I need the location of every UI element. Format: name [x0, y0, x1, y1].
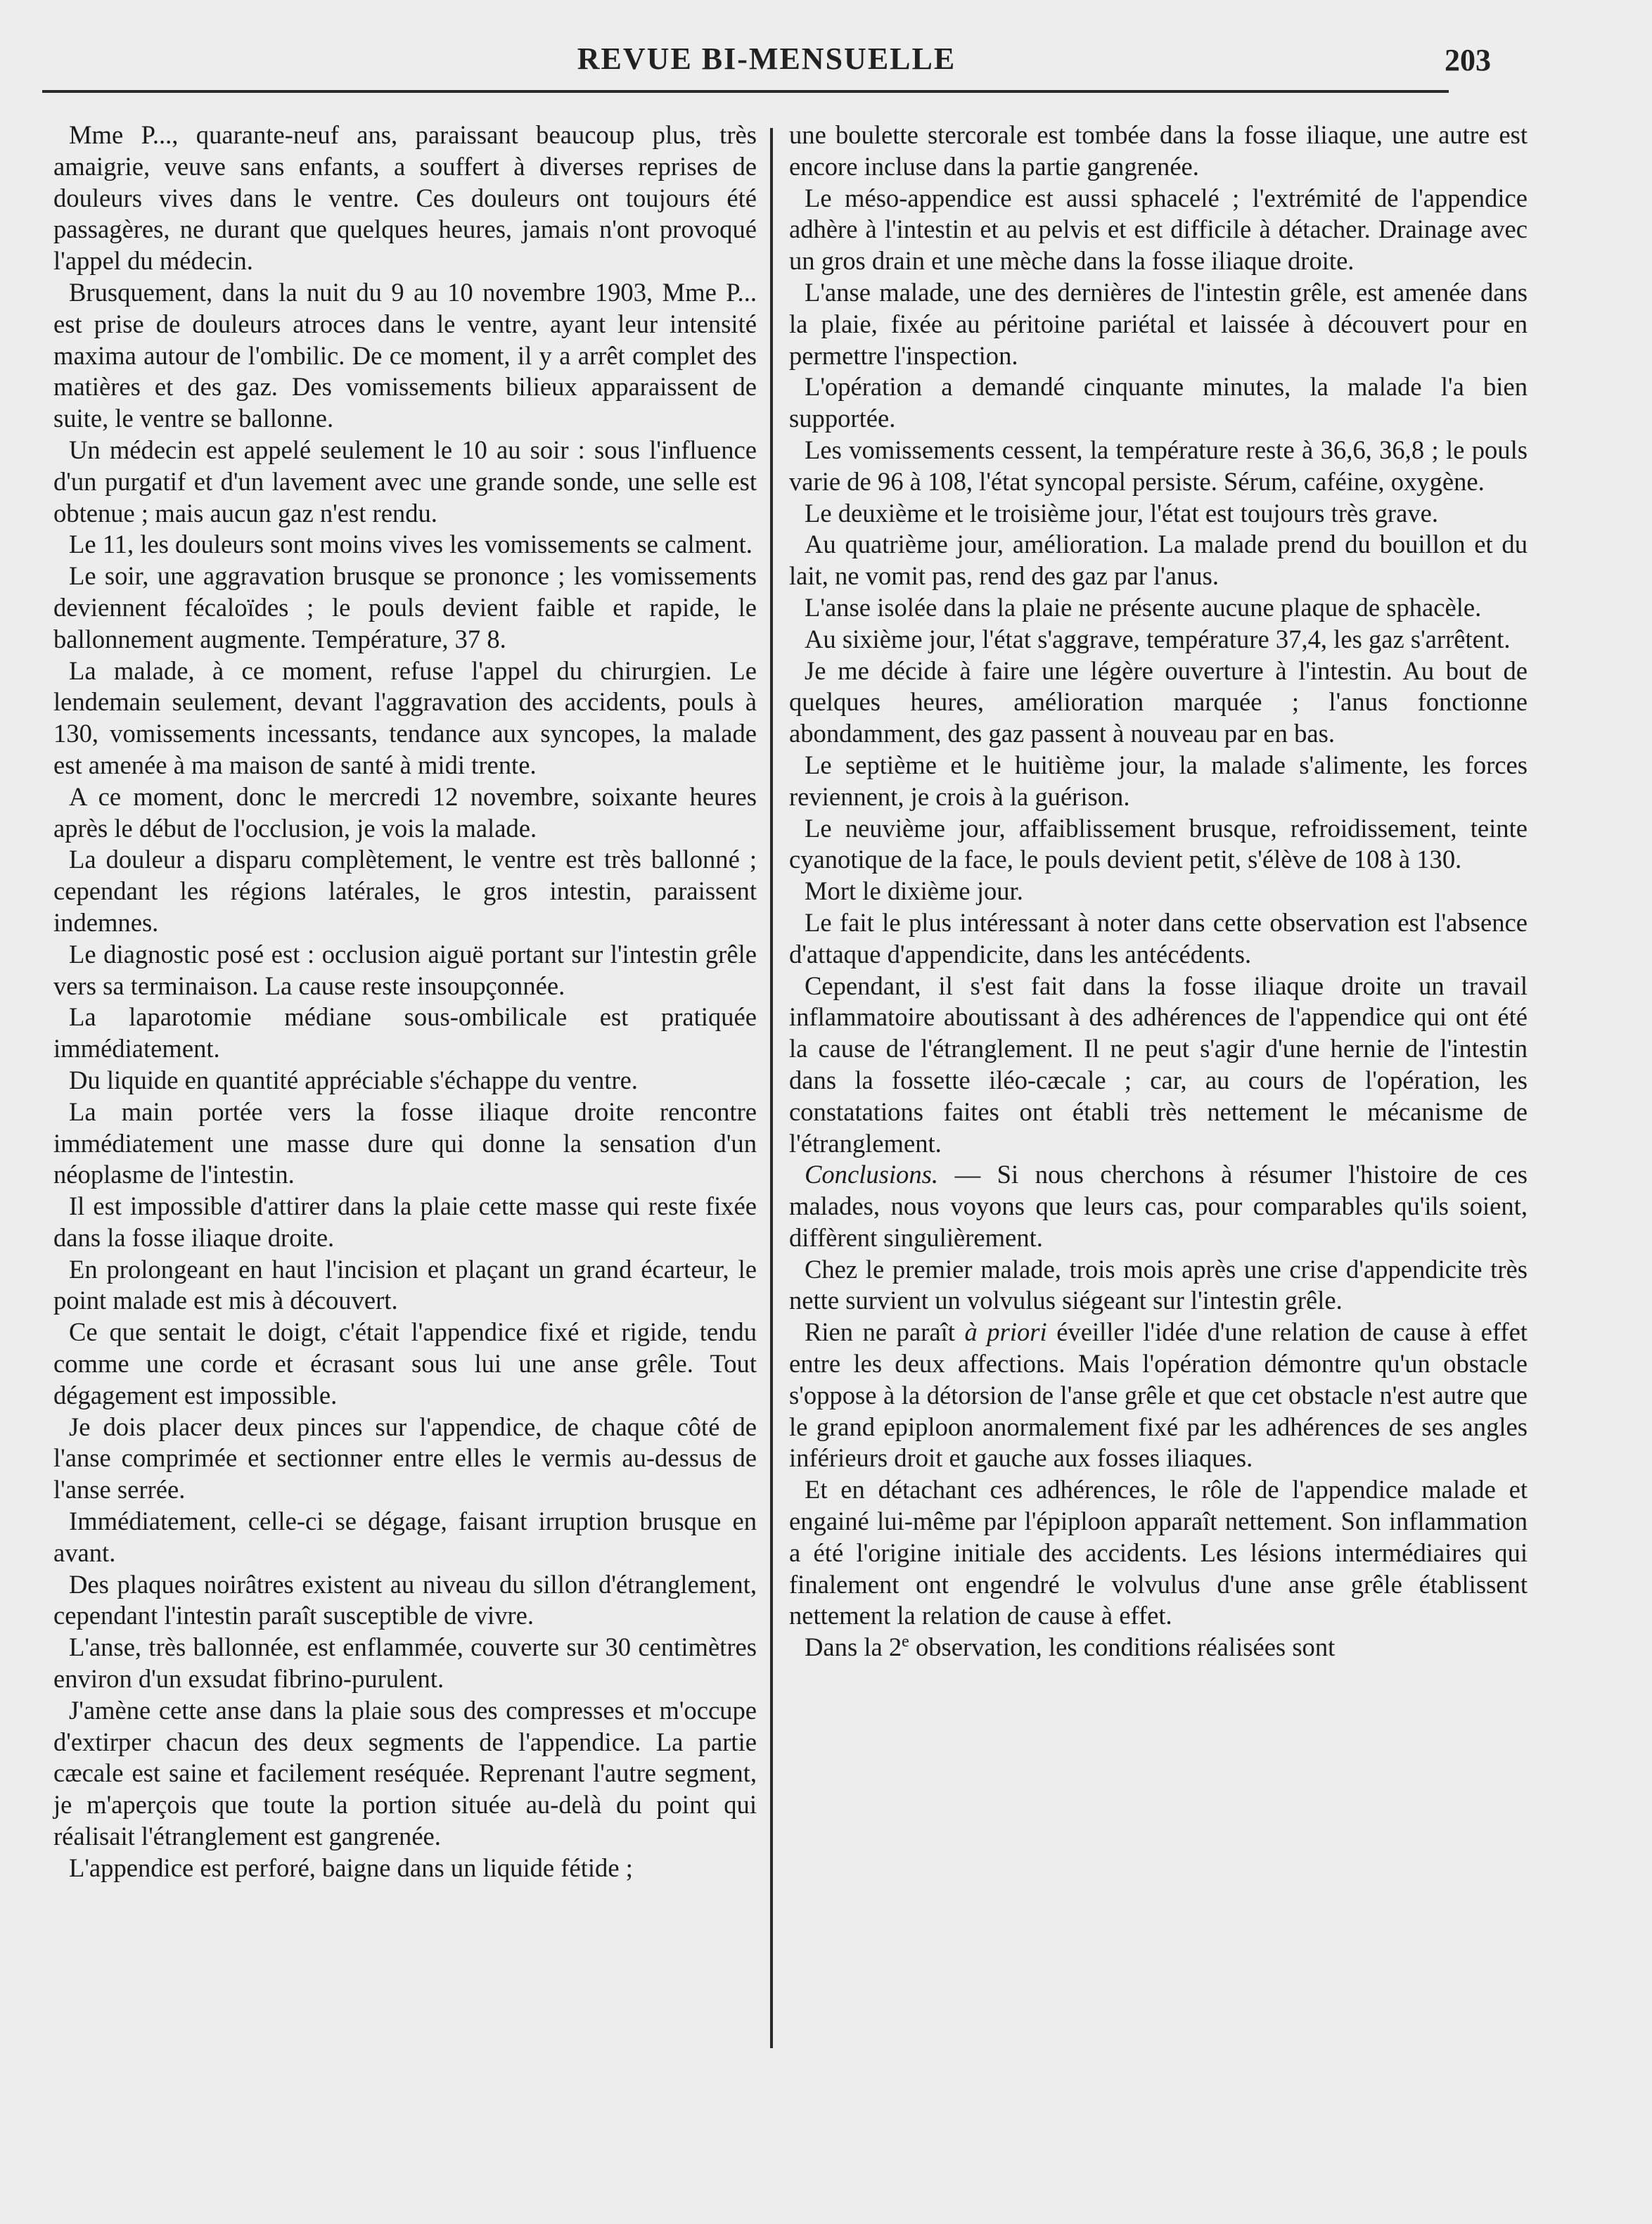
paragraph: Le septième et le huitième jour, la malade s'alimente, les forces reviennent, je crois à la guérison. — [789, 750, 1528, 811]
paragraph: Au sixième jour, l'état s'aggrave, température 37,4, les gaz s'arrêtent. — [805, 624, 1511, 653]
paragraph: une boulette stercorale est tombée dans la fosse iliaque, une autre est encore incluse dans la partie gangrenée. — [789, 120, 1528, 181]
paragraph: Les vomissements cessent, la température reste à 36,6, 36,8 ; le pouls varie de 96 à 108, l'état syncopal persiste. Sérum, caféine, oxygène. — [789, 435, 1528, 496]
paragraph: Je dois placer deux pinces sur l'appendice, de chaque côté de l'anse comprimée et sectionner entre elles le vermis au-dessus de l'anse serrée. — [53, 1412, 757, 1504]
paragraph: Le deuxième et le troisième jour, l'état est toujours très grave. — [805, 498, 1438, 528]
conclusions-heading: Conclusions. — [805, 1160, 939, 1189]
ordinal-number — [889, 1632, 909, 1661]
paragraph: Je me décide à faire une légère ouverture à l'intestin. Au bout de quelques heures, amélioration marquée ; l'anus fonctionne abondamment, des gaz passent à nouveau par en bas. — [789, 656, 1528, 748]
italic-phrase: à priori — [964, 1317, 1047, 1347]
paragraph: Le 11, les douleurs sont moins vives les vomissements se calment. — [69, 530, 753, 559]
paragraph: J'amène cette anse dans la plaie sous des compresses et m'occupe d'extirper chacun des deux segments de l'appendice. La partie cæcale est saine et facilement reséquée. Reprenant l'autre segment, je m'aperçois que toute la portion située au-delà du point qui réalisait l'étranglement est gangrenée. — [53, 1695, 757, 1851]
paragraph-text: éveiller l'idée d'une relation de cause à effet entre les deux affections. Mais l'opération démontre qu'un obstacle s'oppose à la détorsion de l'anse grêle et que cet obstacle n'est autre que le grand epiploon anormalement fixé par les adhérences de ses angles inférieurs droit et gauche aux fosses iliaques. — [789, 1317, 1528, 1473]
paragraph: Mort le dixième jour. — [805, 876, 1023, 906]
paragraph-text: Dans la — [805, 1632, 883, 1662]
paragraph — [789, 1317, 1528, 1474]
paragraph: Le méso-appendice est aussi sphacelé ; l'extrémité de l'appendice adhère à l'intestin et au pelvis et est difficile à détacher. Drainage avec un gros drain et une mèche dans la fosse iliaque droite. — [789, 183, 1528, 276]
paragraph: Le diagnostic posé est : occlusion aiguë portant sur l'intestin grêle vers sa terminaison. La cause reste insoupçonnée. — [53, 939, 757, 1000]
paragraph: Le fait le plus intéressant à noter dans cette observation est l'absence d'attaque d'appendicite, dans les antécédents. — [789, 907, 1528, 969]
paragraph: La main portée vers la fosse iliaque droite rencontre immédiatement une masse dure qui donne la sensation d'un néoplasme de l'intestin. — [53, 1097, 757, 1189]
paragraph: Le neuvième jour, affaiblissement brusque, refroidissement, teinte cyanotique de la face, le pouls devient petit, s'élève de 108 à 130. — [789, 813, 1528, 874]
paragraph: La douleur a disparu complètement, le ventre est très ballonné ; cependant les régions latérales, le gros intestin, paraissent indemnes. — [53, 845, 757, 937]
paragraph: Et en détachant ces adhérences, le rôle de l'appendice malade et engainé lui-même par l'épiploon apparaît nettement. Son inflammation a été l'origine initiale des accidents. Les lésions intermédiaires qui finalement ont engendré le volvulus d'une anse grêle établissent nettement la relation de cause à effet. — [789, 1475, 1528, 1630]
header-rule — [42, 90, 1449, 93]
paragraph: La laparotomie médiane sous-ombilicale est pratiquée immédiatement. — [53, 1002, 757, 1063]
paragraph: Du liquide en quantité appréciable s'échappe du ventre. — [69, 1065, 638, 1094]
paragraph: L'anse malade, une des dernières de l'intestin grêle, est amenée dans la plaie, fixée au péritoine pariétal et laissée à découvert pour en permettre l'inspection. — [789, 277, 1528, 370]
conclusions-paragraph — [789, 1159, 1528, 1253]
column-divider — [770, 128, 773, 2048]
paragraph: Brusquement, dans la nuit du 9 au 10 novembre 1903, Mme P... est prise de douleurs atroces dans le ventre, ayant leur intensité maxima autour de l'ombilic. De ce moment, il y a arrêt complet des matières et des gaz. Des vomissements bilieux apparaissent de suite, le ventre se ballonne. — [53, 277, 757, 433]
paragraph-text: Rien ne paraît — [805, 1317, 955, 1347]
paragraph: La malade, à ce moment, refuse l'appel du chirurgien. Le lendemain seulement, devant l'aggravation des accidents, pouls à 130, vomissements incessants, tendance aux syncopes, la malade est amenée à ma maison de santé à midi trente. — [53, 656, 757, 779]
paragraph: Un médecin est appelé seulement le 10 au soir : sous l'influence d'un purgatif et d'un lavement avec une grande sonde, une selle est obtenue ; mais aucun gaz n'est rendu. — [53, 435, 757, 528]
ordinal-digit: 2 — [888, 1632, 902, 1662]
paragraph: Chez le premier malade, trois mois après une crise d'appendicite très nette survient un volvulus siégeant sur l'intestin grêle. — [789, 1254, 1528, 1315]
paragraph: Il est impossible d'attirer dans la plaie cette masse qui reste fixée dans la fosse iliaque droite. — [53, 1191, 757, 1252]
paragraph: Au quatrième jour, amélioration. La malade prend du bouillon et du lait, ne vomit pas, rend des gaz par l'anus. — [789, 530, 1528, 591]
paragraph: Immédiatement, celle-ci se dégage, faisant irruption brusque en avant. — [53, 1507, 757, 1567]
paragraph: Mme P..., quarante-neuf ans, paraissant beaucoup plus, très amaigrie, veuve sans enfants, a souffert à diverses reprises de douleurs vives dans le ventre. Ces douleurs ont toujours été passagères, ne durant que quelques heures, jamais n'ont provoqué l'appel du médecin. — [53, 120, 757, 276]
page-header — [42, 41, 1491, 83]
page-number: 203 — [1445, 43, 1491, 77]
paragraph: Des plaques noirâtres existent au niveau du sillon d'étranglement, cependant l'intestin paraît susceptible de vivre. — [53, 1569, 757, 1630]
paragraph: A ce moment, donc le mercredi 12 novembre, soixante heures après le début de l'occlusion, je vois la malade. — [53, 781, 757, 843]
paragraph: Cependant, il s'est fait dans la fosse iliaque droite un travail inflammatoire aboutissant à des adhérences de l'appendice qui ont été la cause de l'étranglement. Il ne peut s'agir d'une hernie de l'intestin dans la fossette iléo-cæcale ; car, au cours de l'opération, les constatations faites ont établi très nettement le mécanisme de l'étranglement. — [789, 971, 1528, 1158]
left-column — [53, 120, 757, 1884]
right-column — [789, 120, 1528, 1663]
paragraph: L'anse, très ballonnée, est enflammée, couverte sur 30 centimètres environ d'un exsudat fibrino-purulent. — [53, 1632, 757, 1694]
paragraph: Ce que sentait le doigt, c'était l'appendice fixé et rigide, tendu comme une corde et écrasant sous lui une anse grêle. Tout dégagement est impossible. — [53, 1317, 757, 1410]
paragraph: L'appendice est perforé, baigne dans un liquide fétide ; — [69, 1853, 633, 1882]
paragraph-text: — Si nous cherchons à résumer l'histoire de ces malades, nous voyons que leurs cas, pour comparables qu'ils soient, diffèrent singulièrement. — [789, 1160, 1528, 1252]
ordinal-suffix: e — [902, 1632, 909, 1651]
paragraph: Le soir, une aggravation brusque se prononce ; les vomissements deviennent fécaloïdes ; le pouls devient faible et rapide, le ballonnement augmente. Température, 37 8. — [53, 561, 757, 653]
paragraph — [789, 1632, 1528, 1663]
paragraph: En prolongeant en haut l'incision et plaçant un grand écarteur, le point malade est mis à découvert. — [53, 1254, 757, 1315]
paragraph: L'anse isolée dans la plaie ne présente aucune plaque de sphacèle. — [805, 592, 1482, 622]
journal-title: REVUE BI-MENSUELLE — [577, 41, 956, 76]
paragraph: L'opération a demandé cinquante minutes, la malade l'a bien supportée. — [789, 372, 1528, 433]
paragraph-text: observation, les conditions réalisées sont — [915, 1632, 1336, 1662]
